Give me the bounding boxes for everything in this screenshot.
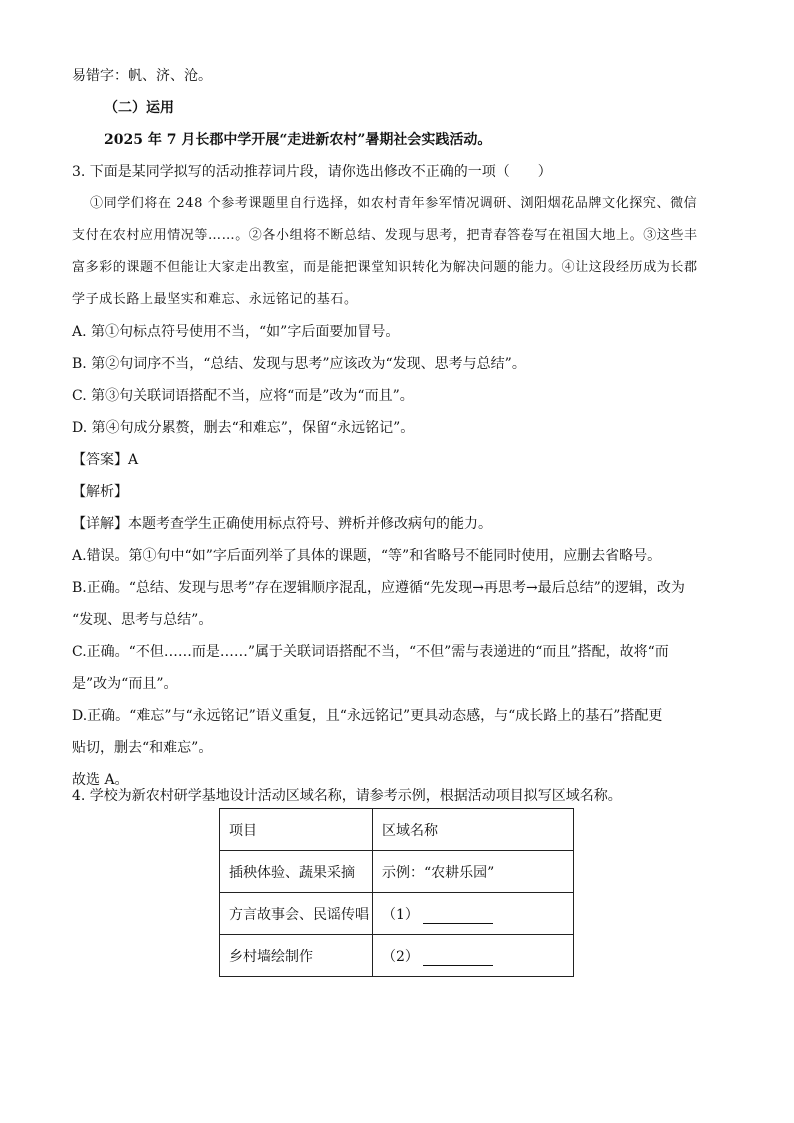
option-a: A. 第①句标点符号使用不当，“如”字后面要加冒号。	[72, 324, 400, 340]
table-row	[220, 851, 574, 893]
answer-line	[72, 450, 138, 470]
option-b: B. 第②句词序不当，“总结、发现与思考”应该改为“发现、思考与总结”。	[72, 356, 526, 372]
answer-blank[interactable]	[423, 951, 493, 966]
question-4-stem: 4. 学校为新农村研学基地设计活动区域名称，请参考示例，根据活动项目拟写区域名称。	[72, 788, 622, 804]
explanation-c-line: 是”改为“而且”。	[72, 676, 178, 692]
detail-tag: 【详解】	[72, 516, 128, 532]
explanation-d-line: 贴切，删去“和难忘”。	[72, 740, 213, 756]
explanation-d-line: D.正确。“难忘”与“永远铭记”语义重复，且“永远铭记”更具动态感，与“成长路上的基石”搭配更	[72, 708, 663, 724]
table-cell-project: 插秧体验、蔬果采摘	[220, 851, 373, 893]
explanation-b-line: “发现、思考与总结”。	[72, 612, 213, 628]
question-3-passage-line: ①同学们将在 248 个参考课题里自行选择，如农村青年参军情况调研、浏阳烟花品牌文化探究、微信	[90, 196, 698, 211]
final-choice: 故选 A。	[72, 772, 129, 788]
answer-blank[interactable]	[423, 909, 493, 924]
typo-note: 易错字：帆、济、沧。	[72, 68, 212, 84]
table-header-cell: 项目	[220, 809, 373, 851]
analysis-tag: 【解析】	[72, 484, 128, 500]
table-header-cell: 区域名称	[373, 809, 574, 851]
option-d: D. 第④句成分累赘，删去“和难忘”，保留“永远铭记”。	[72, 420, 415, 436]
question-3-passage-line: 学子成长路上最坚实和难忘、永远铭记的基石。	[72, 292, 358, 307]
area-name-table	[219, 808, 574, 977]
blank-label: （1）	[382, 906, 419, 923]
explanation-a: A.错误。第①句中“如”字后面列举了具体的课题，“等”和省略号不能同时使用，应删去省略号。	[72, 548, 662, 564]
blank-label: （2）	[382, 948, 419, 965]
answer-value: A	[128, 452, 139, 468]
detail-text: 本题考查学生正确使用标点符号、辨析并修改病句的能力。	[128, 516, 492, 532]
table-cell-name: 示例：“农耕乐园”	[373, 851, 574, 893]
table-cell-project: 方言故事会、民谣传唱	[220, 893, 373, 935]
detail-line	[72, 514, 492, 534]
answer-tag: 【答案】	[72, 452, 128, 468]
table-cell-project: 乡村墙绘制作	[220, 935, 373, 977]
explanation-b-line: B.正确。“总结、发现与思考”存在逻辑顺序混乱，应遵循“先发现→再思考→最后总结”的逻辑，改为	[72, 580, 685, 596]
section-heading: （二）运用	[104, 100, 174, 116]
table-cell-name	[373, 935, 574, 977]
question-3-passage-line: 富多彩的课题不但能让大家走出教室，而是能把课堂知识转化为解决问题的能力。④让这段经历成为长郡	[72, 260, 698, 275]
table-row	[220, 893, 574, 935]
option-c: C. 第③句关联词语搭配不当，应将“而是”改为“而且”。	[72, 388, 414, 404]
table-cell-name	[373, 893, 574, 935]
explanation-c-line: C.正确。“不但……而是……”属于关联词语搭配不当，“不但”需与表递进的“而且”搭配，故将“而	[72, 644, 669, 660]
table-header-row	[220, 809, 574, 851]
table-row	[220, 935, 574, 977]
activity-heading: 2025 年 7 月长郡中学开展“走进新农村”暑期社会实践活动。	[104, 132, 492, 148]
question-3-passage-line: 支付在农村应用情况等……。②各小组将不断总结、发现与思考，把青春答卷写在祖国大地上。③这些丰	[72, 228, 698, 243]
question-3-stem: 3. 下面是某同学拟写的活动推荐词片段，请你选出修改不正确的一项（ ）	[72, 164, 552, 180]
